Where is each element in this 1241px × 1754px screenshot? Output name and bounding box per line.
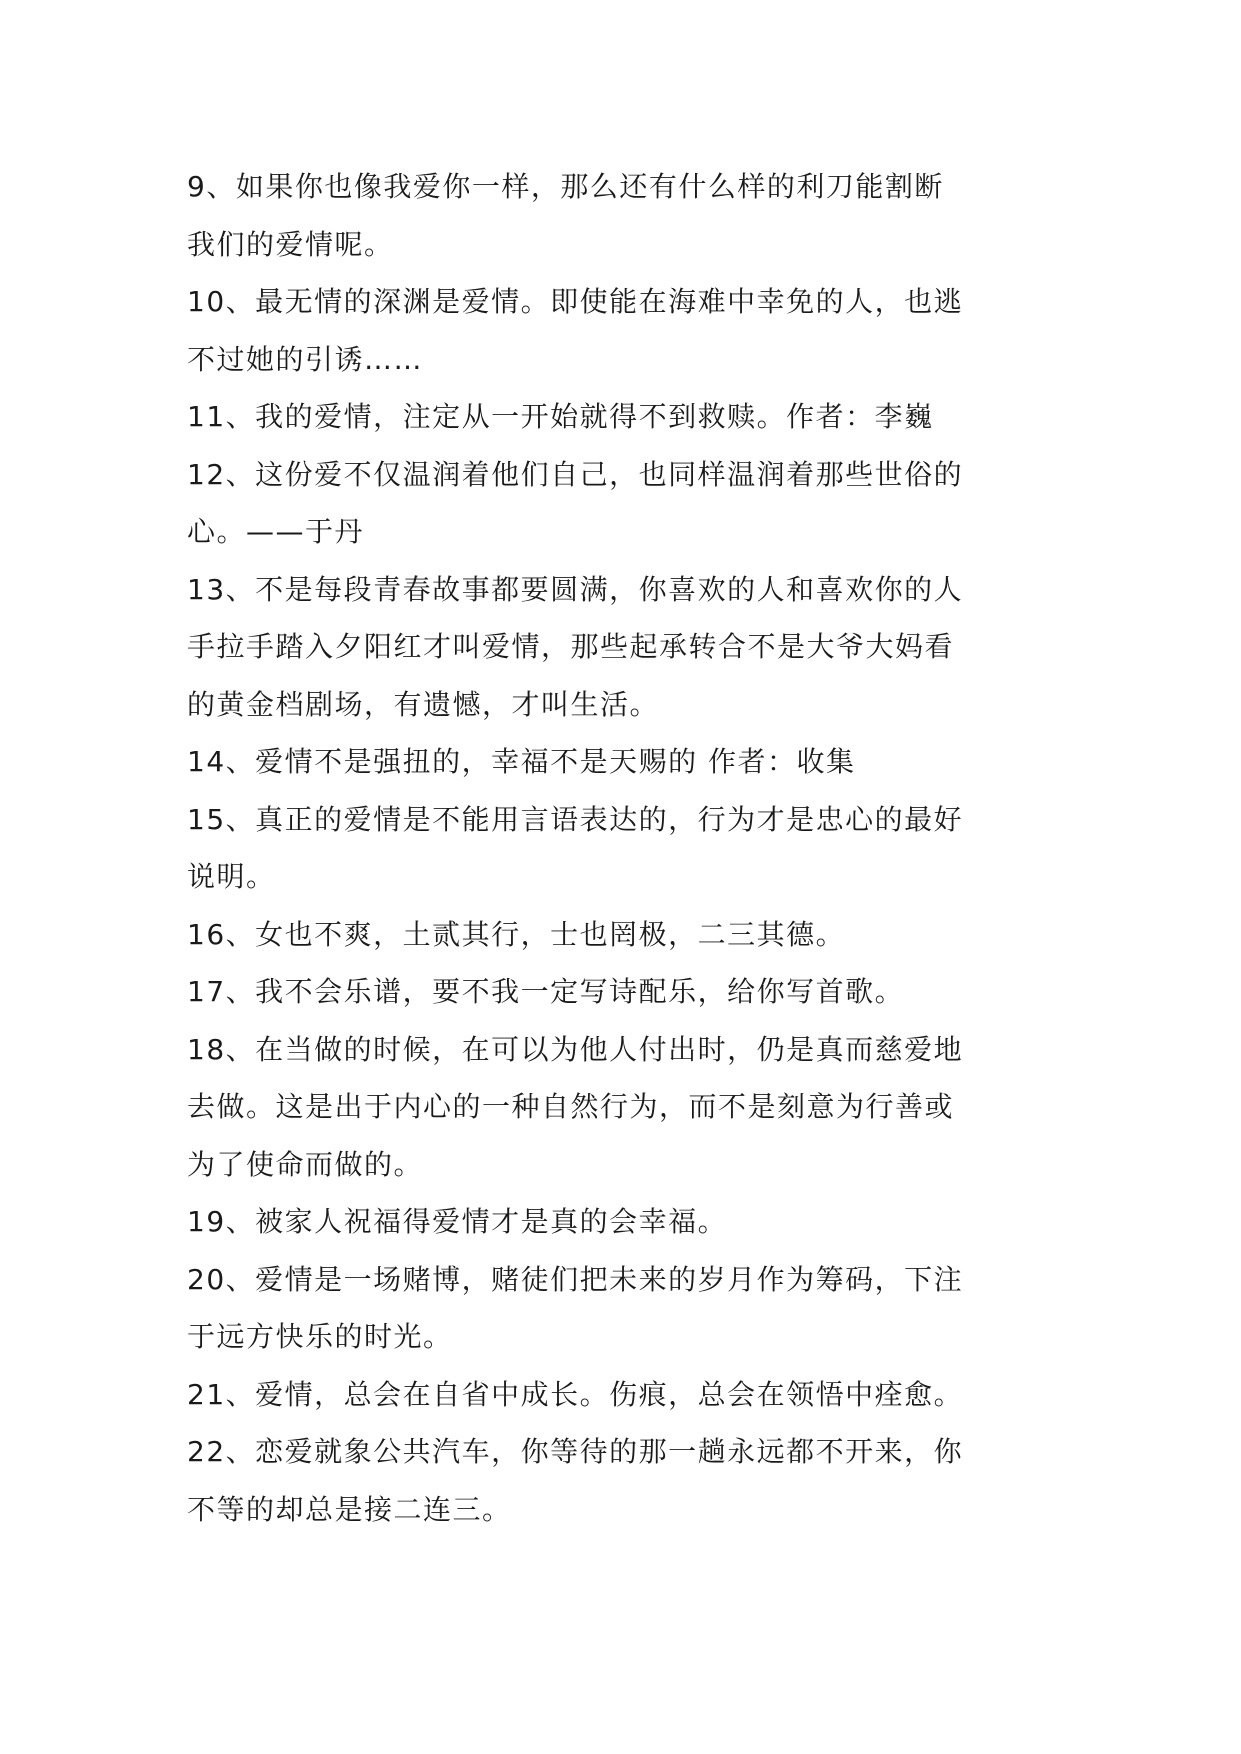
text-line: 16、女也不爽，土贰其行，士也罔极，二三其德。 [187, 917, 846, 951]
text-line: 9、如果你也像我爱你一样，那么还有什么样的利刀能割断 [187, 170, 944, 203]
text-line: 的黄金档剧场，有遗憾，才叫生活。 [187, 687, 660, 721]
text-line: 15、真正的爱情是不能用言语表达的，行为才是忠心的最好 [187, 802, 964, 836]
text-line: 20、爱情是一场赌博，赌徒们把未来的岁月作为筹码，下注 [187, 1262, 964, 1296]
text-line: 19、被家人祝福得爱情才是真的会幸福。 [187, 1205, 728, 1238]
text-line: 21、爱情，总会在自省中成长。伤痕，总会在领悟中痊愈。 [187, 1377, 964, 1411]
text-line: 于远方快乐的时光。 [187, 1320, 453, 1353]
text-line: 不过她的引诱…… [187, 342, 424, 376]
text-line: 为了使命而做的。 [187, 1147, 424, 1181]
text-line: 10、最无情的深渊是爱情。即使能在海难中幸免的人，也逃 [187, 285, 964, 318]
text-line: 11、我的爱情，注定从一开始就得不到救赎。作者：李巍 [187, 400, 934, 433]
document-page [187, 158, 1067, 1538]
text-line: 12、这份爱不仅温润着他们自己，也同样温润着那些世俗的 [187, 457, 964, 491]
text-line: 17、我不会乐谱，要不我一定写诗配乐，给你写首歌。 [187, 975, 905, 1008]
text-line: 去做。这是出于内心的一种自然行为，而不是刻意为行善或 [187, 1090, 955, 1123]
text-line: 不等的却总是接二连三。 [187, 1492, 512, 1526]
text-line: 说明。 [187, 860, 276, 893]
text-line: 18、在当做的时候，在可以为他人付出时，仍是真而慈爱地 [187, 1032, 964, 1066]
text-line: 14、爱情不是强扭的，幸福不是天赐的 作者：收集 [187, 745, 856, 778]
text-line: 心。——于丹 [187, 515, 365, 548]
text-line: 我们的爱情呢。 [187, 227, 394, 261]
text-line: 手拉手踏入夕阳红才叫爱情，那些起承转合不是大爷大妈看 [187, 630, 955, 663]
text-line: 22、恋爱就象公共汽车，你等待的那一趟永远都不开来，你 [187, 1435, 964, 1468]
text-line: 13、不是每段青春故事都要圆满，你喜欢的人和喜欢你的人 [187, 572, 964, 606]
